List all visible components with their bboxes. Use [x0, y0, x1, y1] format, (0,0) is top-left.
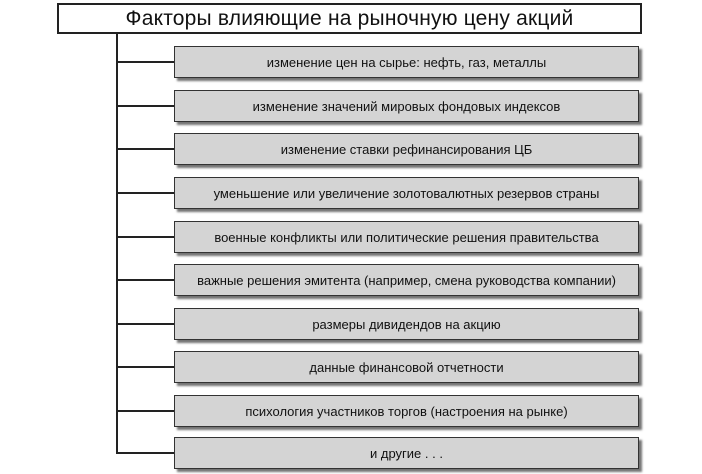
connector-branch — [116, 410, 174, 412]
diagram-title: Факторы влияющие на рыночную цену акций — [57, 3, 642, 34]
connector-trunk — [116, 34, 118, 452]
connector-branch — [116, 236, 174, 238]
factor-box: изменение значений мировых фондовых индексов — [174, 90, 639, 122]
connector-branch — [116, 148, 174, 150]
connector-branch — [116, 452, 174, 454]
factor-box: изменение цен на сырье: нефть, газ, металлы — [174, 46, 639, 78]
factor-box: размеры дивидендов на акцию — [174, 308, 639, 340]
factor-box: и другие . . . — [174, 437, 639, 469]
factor-box: важные решения эмитента (например, смена руководства компании) — [174, 264, 639, 296]
connector-branch — [116, 192, 174, 194]
connector-branch — [116, 105, 174, 107]
factor-box: данные финансовой отчетности — [174, 351, 639, 383]
factor-box: изменение ставки рефинансирования ЦБ — [174, 133, 639, 165]
factor-box: уменьшение или увеличение золотовалютных резервов страны — [174, 177, 639, 209]
connector-branch — [116, 366, 174, 368]
factor-box: психология участников торгов (настроения на рынке) — [174, 395, 639, 427]
connector-branch — [116, 61, 174, 63]
connector-branch — [116, 279, 174, 281]
connector-branch — [116, 323, 174, 325]
factor-box: военные конфликты или политические решения правительства — [174, 221, 639, 253]
